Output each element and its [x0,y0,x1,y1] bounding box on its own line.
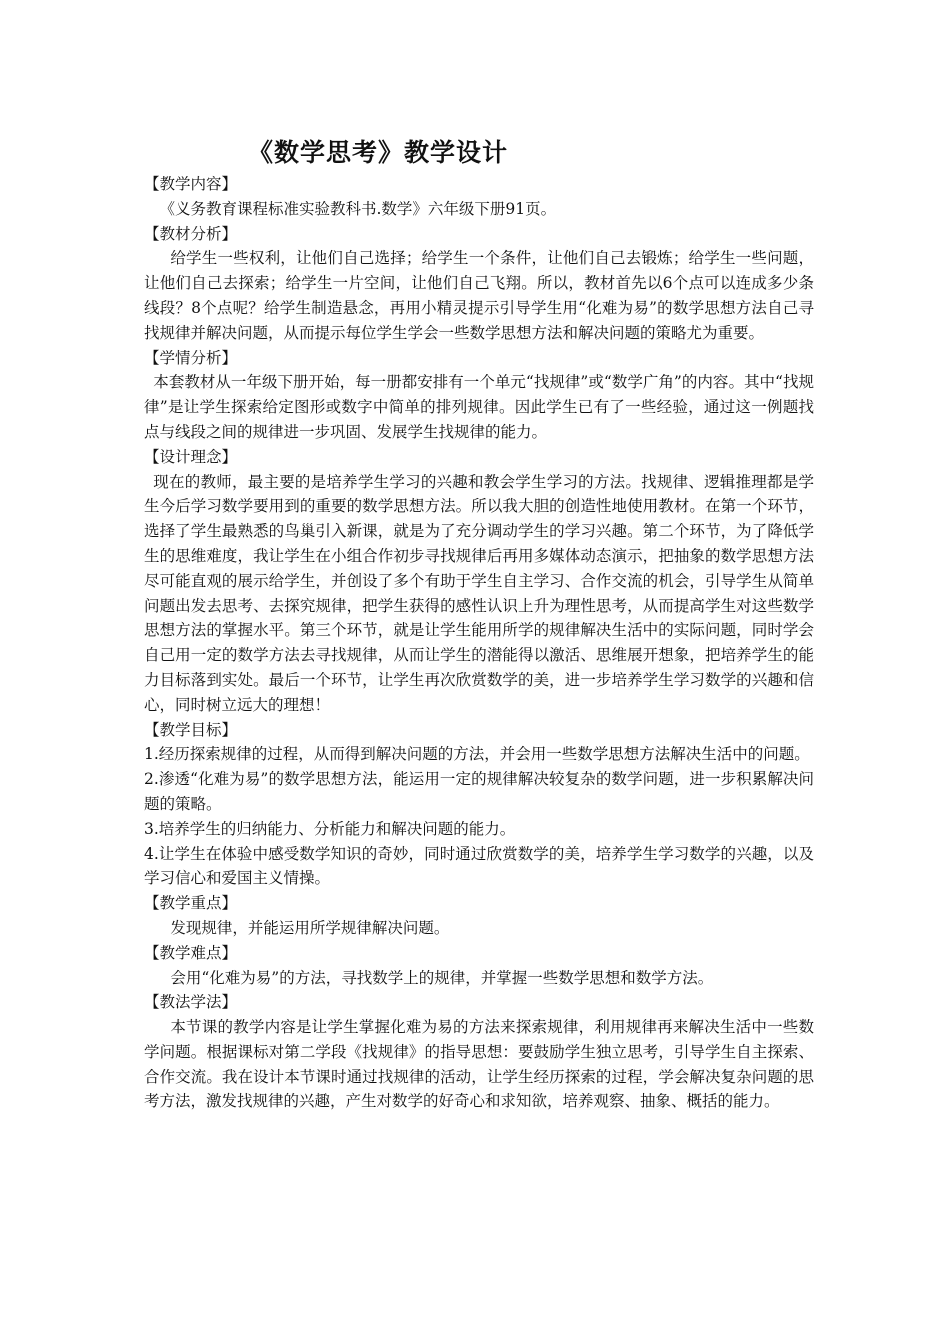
section-heading: 【教法学法】 [144,993,238,1012]
section-paragraph: 本节课的教学内容是让学生掌握化难为易的方法来探索规律，利用规律再来解决生活中一些数学问题。根据课标对第二学段《找规律》的指导思想：要鼓励学生独立思考，引导学生自主探索、合作交流。我在设计本节课时通过找规律的活动，让学生经历探索的过程，学会解决复杂问题的思考方法，激发找规律的兴趣，产生对数学的好奇心和求知欲，培养观察、抽象、概括的能力。 [144,1018,814,1111]
section-heading: 【教学重点】 [144,894,238,913]
section-paragraph: 发现规律，并能运用所学规律解决问题。 [170,918,450,937]
document-body [144,172,814,1114]
section-difficult-points [144,941,814,991]
section-paragraph: 给学生一些权利，让他们自己选择；给学生一个条件，让他们自己去锻炼；给学生一些问题，让他们自己去探索；给学生一片空间，让他们自己飞翔。所以，教材首先以6个点可以连成多少条线段？8个点呢？给学生制造悬念，再用小精灵提示引导学生用“化难为易”的数学思想方法自己寻找规律并解决问题，从而提示每位学生学会一些数学思想方法和解决问题的策略尤为重要。 [144,249,814,342]
section-teaching-goals [144,718,814,892]
section-paragraph: 《义务教育课程标准实验教科书.数学》六年级下册91页。 [159,199,557,218]
section-heading: 【教学内容】 [144,175,238,193]
section-student-analysis [144,346,814,445]
section-heading: 【教材分析】 [144,224,238,243]
section-paragraph: 会用“化难为易”的方法，寻找数学上的规律，并掌握一些数学思想和数学方法。 [170,968,714,987]
goal-item: 3.培养学生的归纳能力、分析能力和解决问题的能力。 [144,819,516,838]
section-teaching-content [144,172,814,222]
goal-item: 1.经历探索规律的过程，从而得到解决问题的方法，并会用一些数学思想方法解决生活中的问题。 [144,745,810,764]
section-heading: 【教学难点】 [144,943,238,962]
section-heading: 【教学目标】 [144,720,238,739]
section-heading: 【学情分析】 [144,348,238,367]
section-paragraph: 本套教材从一年级下册开始，每一册都安排有一个单元“找规律”或“数学广角”的内容。其中“找规律”是让学生探索给定图形或数字中简单的排列规律。因此学生已有了一些经验，通过这一例题找点与线段之间的规律进一步巩固、发展学生找规律的能力。 [144,373,814,441]
section-design-concept [144,445,814,718]
section-key-points [144,891,814,941]
goal-item: 4.让学生在体验中感受数学知识的奇妙，同时通过欣赏数学的美，培养学生学习数学的兴趣，以及学习信心和爱国主义情操。 [144,844,814,888]
section-paragraph: 现在的教师，最主要的是培养学生学习的兴趣和教会学生学习的方法。找规律、逻辑推理都是学生今后学习数学要用到的重要的数学思想方法。所以我大胆的创造性地使用教材。在第一个环节，选择了学生最熟悉的鸟巢引入新课，就是为了充分调动学生的学习兴趣。第二个环节，为了降低学生的思维难度，我让学生在小组合作初步寻找规律后再用多媒体动态演示，把抽象的数学思想方法尽可能直观的展示给学生，并创设了多个有助于学生自主学习、合作交流的机会，引导学生从简单问题出发去思考、去探究规律，把学生获得的感性认识上升为理性思考，从而提高学生对这些数学思想方法的掌握水平。第三个环节，就是让学生能用所学的规律解决生活中的实际问题，同时学会自己用一定的数学方法去寻找规律，从而让学生的潜能得以激活、思维展开想象，把培养学生的能力目标落到实处。最后一个环节，让学生再次欣赏数学的美，进一步培养学生学习数学的兴趣和信心，同时树立远大的理想！ [144,472,814,714]
section-textbook-analysis [144,222,814,346]
document-title: 《数学思考》教学设计 [248,138,509,167]
section-teaching-methods [144,990,814,1114]
section-heading: 【设计理念】 [144,447,238,466]
goal-item: 2.渗透“化难为易”的数学思想方法，能运用一定的规律解决较复杂的数学问题，进一步积累解决问题的策略。 [144,770,814,813]
